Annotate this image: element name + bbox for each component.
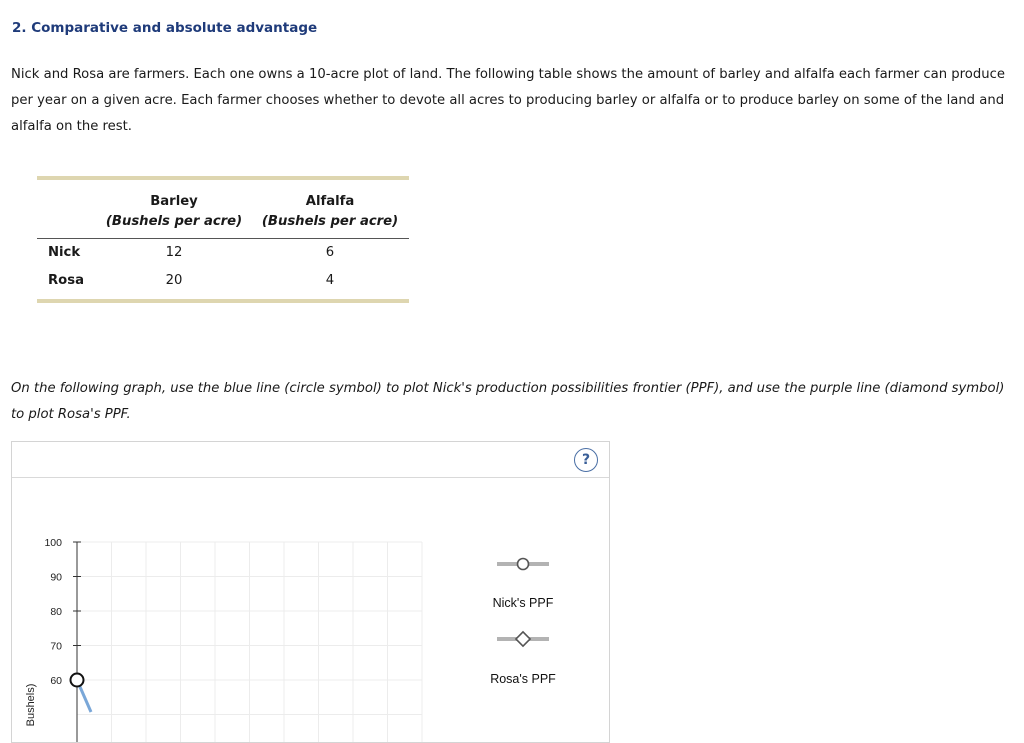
series-layer xyxy=(71,674,92,713)
rosa-ppf-tool[interactable] xyxy=(497,632,549,646)
nick-ppf-tool[interactable] xyxy=(497,559,549,570)
barley-header xyxy=(101,194,247,229)
rosa-barley-value: 20 xyxy=(165,273,183,288)
graph-widget xyxy=(11,441,610,743)
row-label-rosa: Rosa xyxy=(48,273,84,288)
y-ticks xyxy=(44,537,81,687)
rosa-alfalfa-value: 4 xyxy=(325,273,335,288)
legend-rosa-label: Rosa's PPF xyxy=(490,672,556,686)
circle-icon xyxy=(518,559,529,570)
help-button[interactable]: ? xyxy=(574,448,598,472)
production-table xyxy=(37,176,409,303)
nick-alfalfa-value: 6 xyxy=(325,245,335,260)
y-tick-label: 100 xyxy=(44,537,62,549)
alfalfa-header xyxy=(257,194,403,229)
graph-instructions: On the following graph, use the blue line (circle symbol) to plot Nick's production possibilities frontier (PPF), and use the purple line (diamond symbol) to plot Rosa's PPF. xyxy=(11,381,1005,422)
y-tick-label: 60 xyxy=(50,675,62,687)
barley-col-name: Barley xyxy=(150,194,198,209)
grid-lines xyxy=(77,542,422,742)
table-header xyxy=(37,180,409,239)
barley-col-unit: (Bushels per acre) xyxy=(105,214,243,229)
y-tick-label: 70 xyxy=(50,640,62,653)
question-title: 2. Comparative and absolute advantage xyxy=(12,20,318,36)
row-label-nick: Nick xyxy=(48,245,81,260)
table-bottom-rule xyxy=(37,299,409,303)
legend-nick-label: Nick's PPF xyxy=(492,596,554,610)
question-intro: Nick and Rosa are farmers. Each one owns a 10-acre plot of land. The following table shows the amount of barley and alfalfa each farmer can produce per year on a given acre. Each farmer chooses whether to devote all acres to producing barley or alfalfa or to produce barley on some of the land and alfalfa on the rest. xyxy=(11,67,1005,134)
nick-ppf-point[interactable] xyxy=(71,674,84,687)
y-tick-label: 80 xyxy=(50,606,62,618)
y-tick-label: 90 xyxy=(50,571,62,584)
ppf-graph[interactable] xyxy=(12,442,609,742)
diamond-icon xyxy=(516,632,530,646)
table-body xyxy=(37,239,409,299)
y-axis-label: Bushels) xyxy=(25,683,37,727)
nick-barley-value: 12 xyxy=(165,245,183,260)
alfalfa-col-unit: (Bushels per acre) xyxy=(261,214,399,229)
alfalfa-col-name: Alfalfa xyxy=(305,194,355,209)
